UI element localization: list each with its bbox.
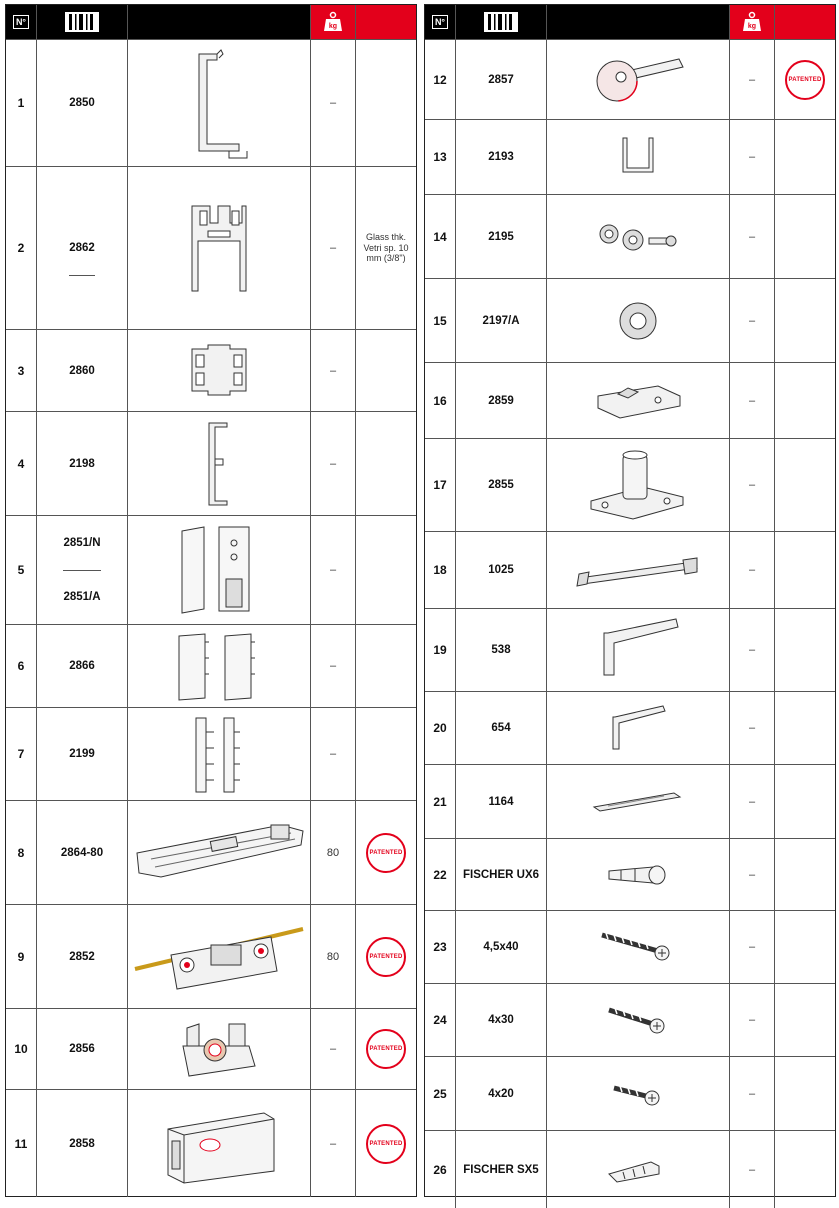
aluminium-profile-2862-icon xyxy=(184,201,254,296)
patent-header xyxy=(775,5,835,39)
wrench-1025-icon xyxy=(573,550,703,590)
table-row xyxy=(6,707,416,800)
load-value: – xyxy=(311,625,356,707)
svg-text:kg: kg xyxy=(747,23,757,30)
table-row xyxy=(6,800,416,904)
row-number: 20 xyxy=(425,692,456,764)
product-image xyxy=(547,532,730,608)
product-image xyxy=(128,167,311,329)
table-row xyxy=(6,515,416,624)
load-value: – xyxy=(311,167,356,329)
patent-cell xyxy=(775,692,835,764)
article-code: 2858 xyxy=(37,1090,128,1197)
load-value: – xyxy=(730,120,775,194)
article-code: 2862 xyxy=(69,221,95,275)
table-row xyxy=(425,1130,835,1208)
row-number: 4 xyxy=(6,412,37,515)
load-value: – xyxy=(311,412,356,515)
table-row xyxy=(425,278,835,362)
load-value: – xyxy=(311,516,356,624)
patent-cell xyxy=(775,609,835,691)
load-value: – xyxy=(730,363,775,438)
load-value: – xyxy=(311,1090,356,1197)
patented-stamp: PATENTED xyxy=(785,60,825,100)
weight-header xyxy=(311,5,356,39)
load-value: – xyxy=(730,692,775,764)
article-code: 2864-80 xyxy=(37,801,128,904)
table-row xyxy=(6,411,416,515)
load-value: – xyxy=(311,1009,356,1089)
barcode-icon xyxy=(483,11,519,33)
row-number: 25 xyxy=(425,1057,456,1130)
row-number: 23 xyxy=(425,911,456,983)
article-code: 2860 xyxy=(37,330,128,411)
table-row xyxy=(425,531,835,608)
table-row xyxy=(425,194,835,278)
wall-plug-sx5-icon xyxy=(603,1152,673,1188)
row-number: 24 xyxy=(425,984,456,1056)
patent-cell xyxy=(356,1090,416,1197)
patent-cell xyxy=(775,363,835,438)
load-value: – xyxy=(730,195,775,278)
row-number: 6 xyxy=(6,625,37,707)
article-code: 2197/A xyxy=(456,279,547,362)
article-code: 2857 xyxy=(456,40,547,119)
washer-2197a-icon xyxy=(613,296,663,346)
article-code: 2195 xyxy=(456,195,547,278)
patent-cell xyxy=(775,1057,835,1130)
product-image xyxy=(547,984,730,1056)
roller-wheel-2857-icon xyxy=(583,47,693,113)
end-cap-2851-icon xyxy=(174,523,264,618)
article-code: 2855 xyxy=(456,439,547,531)
screw-4x30-icon xyxy=(603,1002,673,1038)
load-value: – xyxy=(730,911,775,983)
load-value: – xyxy=(730,609,775,691)
load-value: – xyxy=(730,439,775,531)
product-image xyxy=(547,40,730,119)
number-header-label: N° xyxy=(432,15,448,29)
article-code: 2199 xyxy=(37,708,128,800)
screw-washer-set-2195-icon xyxy=(593,212,683,262)
row-number: 7 xyxy=(6,708,37,800)
row-number: 15 xyxy=(425,279,456,362)
product-image xyxy=(547,911,730,983)
u-guide-2193-icon xyxy=(613,132,663,182)
article-code: FISCHER UX6 xyxy=(456,839,547,910)
table-header xyxy=(425,5,835,39)
row-number: 9 xyxy=(6,905,37,1008)
patent-cell xyxy=(356,801,416,904)
row-number: 18 xyxy=(425,532,456,608)
row-number: 3 xyxy=(6,330,37,411)
table-row xyxy=(425,1056,835,1130)
patent-cell xyxy=(356,625,416,707)
product-image xyxy=(547,279,730,362)
patent-cell xyxy=(356,330,416,411)
hex-key-538-icon xyxy=(588,617,688,683)
load-value: 80 xyxy=(311,801,356,904)
load-value: – xyxy=(730,1131,775,1208)
article-code: FISCHER SX5 xyxy=(456,1131,547,1208)
row-number: 19 xyxy=(425,609,456,691)
table-row xyxy=(6,39,416,166)
article-code: 2851/N xyxy=(63,516,100,571)
load-value: – xyxy=(730,839,775,910)
patent-cell xyxy=(775,1131,835,1208)
patent-cell xyxy=(356,905,416,1008)
product-image xyxy=(128,412,311,515)
patented-stamp: PATENTED xyxy=(366,833,406,873)
load-value: – xyxy=(311,708,356,800)
patent-cell xyxy=(356,708,416,800)
product-image xyxy=(547,765,730,838)
patent-cell xyxy=(775,40,835,119)
image-header xyxy=(547,5,730,39)
article-code: 2851/A xyxy=(63,591,101,604)
soft-close-damper-icon xyxy=(131,813,307,893)
patent-cell xyxy=(356,1009,416,1089)
table-row xyxy=(425,362,835,438)
product-image xyxy=(128,625,311,707)
patent-cell xyxy=(775,195,835,278)
row-number: 10 xyxy=(6,1009,37,1089)
product-image xyxy=(547,1057,730,1130)
load-value: 80 xyxy=(311,905,356,1008)
weight-header xyxy=(730,5,775,39)
number-header xyxy=(425,5,456,39)
article-code: 4x30 xyxy=(456,984,547,1056)
aluminium-profile-2850-icon xyxy=(179,46,259,161)
row-number: 17 xyxy=(425,439,456,531)
row-number: 26 xyxy=(425,1131,456,1208)
table-row xyxy=(6,904,416,1008)
parts-table-right xyxy=(424,4,836,1197)
trolley-with-rod-icon xyxy=(131,915,307,999)
end-cap-2866-icon xyxy=(169,630,269,702)
patent-cell xyxy=(775,439,835,531)
table-row xyxy=(6,1089,416,1197)
product-image xyxy=(547,363,730,438)
patent-cell xyxy=(775,279,835,362)
number-header xyxy=(6,5,37,39)
patent-cell xyxy=(356,516,416,624)
patented-stamp: PATENTED xyxy=(366,1124,406,1164)
article-code-group xyxy=(37,167,128,329)
product-image xyxy=(128,40,311,166)
article-code: 2850 xyxy=(37,40,128,166)
row-number: 2 xyxy=(6,167,37,329)
row-number: 11 xyxy=(6,1090,37,1197)
article-code: 2856 xyxy=(37,1009,128,1089)
load-value: – xyxy=(730,532,775,608)
table-row xyxy=(6,1008,416,1089)
weight-icon xyxy=(322,11,344,33)
number-header-label: N° xyxy=(13,15,29,29)
load-value: – xyxy=(730,40,775,119)
patent-cell xyxy=(356,412,416,515)
patent-cell xyxy=(775,120,835,194)
patent-cell xyxy=(356,40,416,166)
article-code: 2859 xyxy=(456,363,547,438)
screw-4x20-icon xyxy=(608,1076,668,1112)
table-row xyxy=(425,438,835,531)
article-code: 654 xyxy=(456,692,547,764)
product-image xyxy=(128,330,311,411)
table-row xyxy=(425,838,835,910)
trolley-2858-icon xyxy=(154,1101,284,1187)
floor-guide-2859-icon xyxy=(588,376,688,426)
row-number: 1 xyxy=(6,40,37,166)
table-row xyxy=(425,608,835,691)
row-number: 5 xyxy=(6,516,37,624)
table-header xyxy=(6,5,416,39)
row-number: 16 xyxy=(425,363,456,438)
product-image xyxy=(547,439,730,531)
row-number: 12 xyxy=(425,40,456,119)
product-image xyxy=(128,516,311,624)
patent-cell xyxy=(775,984,835,1056)
article-code: 2198 xyxy=(37,412,128,515)
parts-table-left xyxy=(5,4,417,1197)
patented-stamp: PATENTED xyxy=(366,937,406,977)
patent-cell xyxy=(775,532,835,608)
image-header xyxy=(128,5,311,39)
weight-icon xyxy=(741,11,763,33)
load-value: – xyxy=(730,984,775,1056)
product-image xyxy=(128,1009,311,1089)
patented-stamp: PATENTED xyxy=(366,1029,406,1069)
product-image xyxy=(128,905,311,1008)
patent-cell xyxy=(775,839,835,910)
product-image xyxy=(128,801,311,904)
load-value: – xyxy=(730,1057,775,1130)
article-code: 2852 xyxy=(37,905,128,1008)
glass-thickness-note: Glass thk. Vetri sp. 10 mm (3/8") xyxy=(363,232,409,264)
svg-text:kg: kg xyxy=(328,23,338,30)
barcode-icon xyxy=(64,11,100,33)
table-row xyxy=(6,166,416,329)
table-row xyxy=(425,691,835,764)
hex-key-654-icon xyxy=(603,703,673,753)
row-number: 21 xyxy=(425,765,456,838)
load-value: – xyxy=(730,279,775,362)
article-code-group xyxy=(37,516,128,624)
product-image xyxy=(547,195,730,278)
product-image xyxy=(547,609,730,691)
row-number: 13 xyxy=(425,120,456,194)
table-row xyxy=(425,910,835,983)
table-row xyxy=(425,39,835,119)
article-code: 1025 xyxy=(456,532,547,608)
product-image xyxy=(547,692,730,764)
table-row xyxy=(6,624,416,707)
product-image xyxy=(547,1131,730,1208)
wall-plug-ux6-icon xyxy=(603,857,673,893)
end-cap-2199-icon xyxy=(184,712,254,797)
product-image xyxy=(128,1090,311,1197)
code-header xyxy=(37,5,128,39)
product-image xyxy=(547,120,730,194)
article-code: 1164 xyxy=(456,765,547,838)
product-image xyxy=(128,708,311,800)
load-value: – xyxy=(311,330,356,411)
aluminium-profile-2198-icon xyxy=(199,419,239,509)
article-code: 4x20 xyxy=(456,1057,547,1130)
table-row xyxy=(425,983,835,1056)
aluminium-profile-2860-icon xyxy=(184,341,254,401)
table-row xyxy=(425,764,835,838)
load-value: – xyxy=(730,765,775,838)
row-number: 8 xyxy=(6,801,37,904)
floor-pin-2855-icon xyxy=(583,447,693,523)
article-code: 4,5x40 xyxy=(456,911,547,983)
patent-cell xyxy=(775,911,835,983)
table-row xyxy=(425,119,835,194)
load-value: – xyxy=(311,40,356,166)
article-code: 2866 xyxy=(37,625,128,707)
trolley-2856-icon xyxy=(169,1016,269,1082)
article-code: 2193 xyxy=(456,120,547,194)
article-code: 538 xyxy=(456,609,547,691)
row-number: 22 xyxy=(425,839,456,910)
table-row xyxy=(6,329,416,411)
row-number: 14 xyxy=(425,195,456,278)
product-image xyxy=(547,839,730,910)
screw-4-5x40-icon xyxy=(598,929,678,965)
spacer-plate-1164-icon xyxy=(588,787,688,817)
patent-cell xyxy=(775,765,835,838)
patent-header xyxy=(356,5,416,39)
code-header xyxy=(456,5,547,39)
